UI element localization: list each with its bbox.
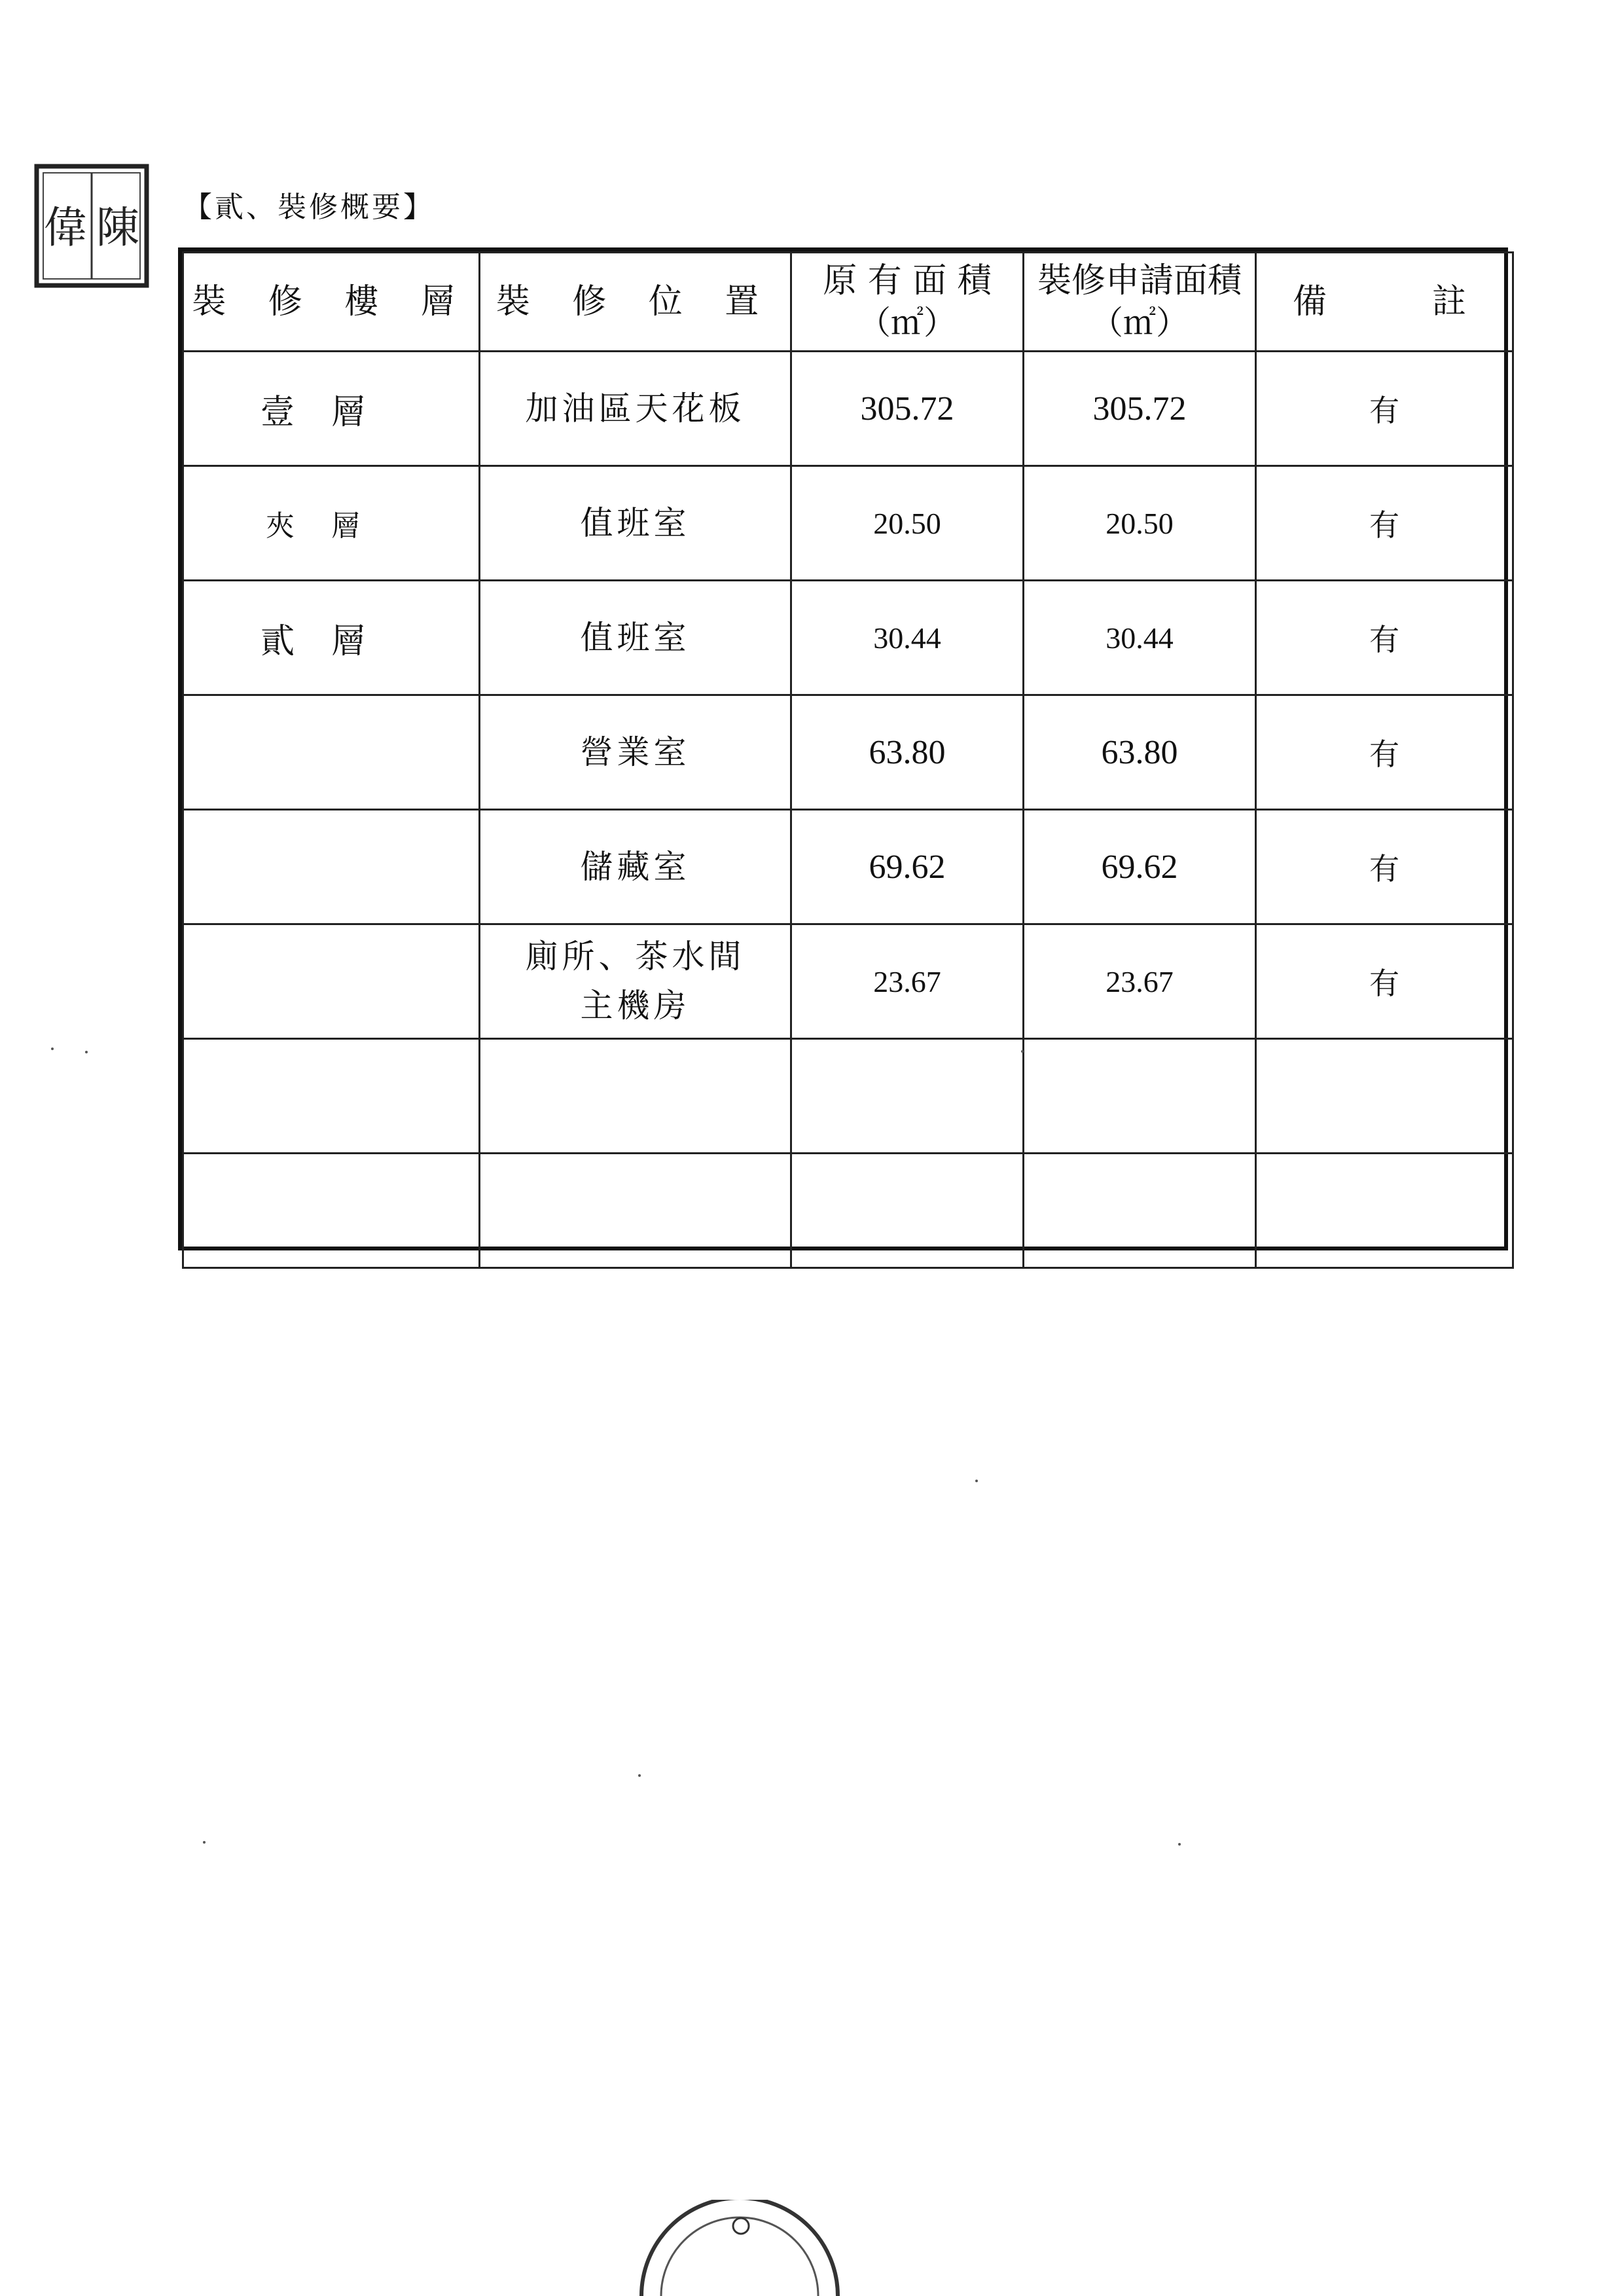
header-remark-char-1: 備 xyxy=(1293,282,1327,321)
applied-area-cell: 69.62 xyxy=(1024,810,1256,924)
scan-speck xyxy=(638,1774,641,1777)
table-row xyxy=(183,924,1513,1039)
table-header-row xyxy=(183,253,1513,352)
remark-cell xyxy=(1256,1039,1513,1154)
remark-cell: 有 xyxy=(1256,352,1513,466)
location-line: 廁所、茶水間 xyxy=(525,938,746,975)
location-line: 加油區天花板 xyxy=(525,389,746,428)
header-remark-char-2: 註 xyxy=(1431,282,1466,321)
floor-cell: 壹層 xyxy=(183,352,480,466)
original-area-cell: 30.44 xyxy=(791,581,1024,695)
location-cell xyxy=(480,924,791,1039)
header-applied-area-label: 裝修申請面積 xyxy=(1037,261,1242,301)
location-line: 營業室 xyxy=(580,733,691,771)
scan-speck xyxy=(975,1480,978,1482)
original-area-cell: 20.50 xyxy=(791,466,1024,581)
remark-cell xyxy=(1256,1154,1513,1268)
header-applied-area xyxy=(1024,253,1256,352)
renovation-summary-table xyxy=(178,247,1508,1250)
original-area-cell xyxy=(791,1154,1024,1268)
original-area-cell: 23.67 xyxy=(791,924,1024,1039)
scan-speck xyxy=(51,1048,54,1050)
personal-seal xyxy=(34,164,149,288)
table-row xyxy=(183,466,1513,581)
location-cell xyxy=(480,1039,791,1154)
applied-area-cell: 305.72 xyxy=(1024,352,1256,466)
remark-cell: 有 xyxy=(1256,466,1513,581)
floor-cell xyxy=(183,1154,480,1268)
table-row xyxy=(183,695,1513,810)
original-area-cell xyxy=(791,1039,1024,1154)
location-line: 值班室 xyxy=(580,503,691,542)
table-row xyxy=(183,1039,1513,1154)
table-row xyxy=(183,581,1513,695)
remark-cell: 有 xyxy=(1256,695,1513,810)
floor-cell xyxy=(183,924,480,1039)
applied-area-cell: 20.50 xyxy=(1024,466,1256,581)
floor-cell xyxy=(183,810,480,924)
remark-cell: 有 xyxy=(1256,924,1513,1039)
scan-speck xyxy=(203,1841,206,1844)
header-original-area xyxy=(791,253,1024,352)
location-cell xyxy=(480,810,791,924)
section-title: 【貳、裝修概要】 xyxy=(183,191,435,224)
scan-speck xyxy=(1021,1050,1024,1053)
floor-cell: 夾層 xyxy=(183,466,480,581)
original-area-cell: 63.80 xyxy=(791,695,1024,810)
applied-area-cell: 23.67 xyxy=(1024,924,1256,1039)
table-row xyxy=(183,1154,1513,1268)
location-line: 值班室 xyxy=(580,618,691,657)
location-line: 儲藏室 xyxy=(580,847,691,886)
header-remark xyxy=(1256,253,1513,352)
table-row xyxy=(183,352,1513,466)
applied-area-cell: 63.80 xyxy=(1024,695,1256,810)
original-area-cell: 69.62 xyxy=(791,810,1024,924)
header-original-area-unit: （㎡） xyxy=(858,304,956,342)
svg-text:偉: 偉 xyxy=(44,202,87,253)
svg-text:陳: 陳 xyxy=(96,202,139,253)
header-applied-area-unit: （㎡） xyxy=(1090,304,1189,342)
official-stamp xyxy=(628,2200,851,2296)
location-cell xyxy=(480,581,791,695)
location-cell xyxy=(480,466,791,581)
header-floor: 裝 修 樓 層 xyxy=(183,253,480,352)
header-original-area-label: 原 有 面 積 xyxy=(823,261,992,301)
floor-cell xyxy=(183,695,480,810)
floor-cell xyxy=(183,1039,480,1154)
location-line: 主機房 xyxy=(580,987,691,1025)
location-cell xyxy=(480,695,791,810)
applied-area-cell: 30.44 xyxy=(1024,581,1256,695)
floor-cell: 貳層 xyxy=(183,581,480,695)
scan-speck xyxy=(85,1051,88,1053)
scan-speck xyxy=(1178,1843,1181,1846)
table-row xyxy=(183,810,1513,924)
original-area-cell: 305.72 xyxy=(791,352,1024,466)
remark-cell: 有 xyxy=(1256,581,1513,695)
applied-area-cell xyxy=(1024,1039,1256,1154)
header-location: 裝 修 位 置 xyxy=(480,253,791,352)
applied-area-cell xyxy=(1024,1154,1256,1268)
remark-cell: 有 xyxy=(1256,810,1513,924)
location-cell xyxy=(480,352,791,466)
location-cell xyxy=(480,1154,791,1268)
